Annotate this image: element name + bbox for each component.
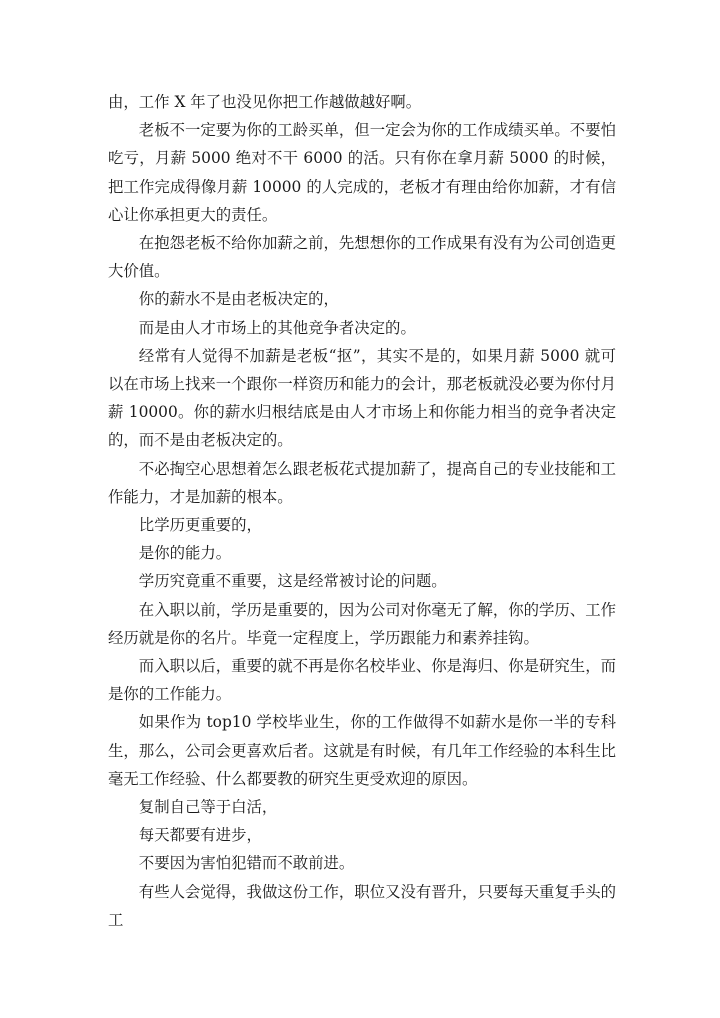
paragraph: 复制自己等于白活， (138, 798, 278, 817)
paragraph: 在入职以前，学历是重要的，因为公司对你毫无了解，你的学历、工作经历就是你的名片。毕竟一定程度上，学历跟能力和素养挂钩。 (108, 600, 616, 647)
paragraph: 老板不一定要为你的工龄买单，但一定会为你的工作成绩买单。不要怕吃亏，月薪 5000 绝对不干 6000 的活。只有你在拿月薪 5000 的时候，把工作完成得像月薪 10000 的人完成的，老板才有理由给你加薪，才有信心让你承担更大的责任。 (108, 121, 616, 224)
paragraph: 是你的能力。 (138, 544, 232, 563)
paragraph: 不要因为害怕犯错而不敢前进。 (138, 854, 355, 873)
paragraph: 在抱怨老板不给你加薪之前，先想想你的工作成果有没有为公司创造更大价值。 (108, 234, 616, 281)
paragraph: 有些人会觉得，我做这份工作，职位又没有晋升，只要每天重复手头的工 (108, 882, 616, 929)
paragraph: 经常有人觉得不加薪是老板“抠”，其实不是的，如果月薪 5000 就可以在市场上找来一个跟你一样资历和能力的会计，那老板就没必要为你付月薪 10000。你的薪水归根结底是由人才市场上和你能力相当的竞争者决定的，而不是由老板决定的。 (108, 346, 616, 450)
paragraph: 而是由人才市场上的其他竞争者决定的。 (138, 318, 416, 337)
paragraph: 如果作为 top10 学校毕业生，你的工作做得不如薪水是你一半的专科生，那么，公司会更喜欢后者。这就是有时候，有几年工作经验的本科生比毫无工作经验、什么都要教的研究生更受欢迎的原因。 (108, 713, 616, 788)
paragraph: 每天都要有进步， (138, 826, 262, 845)
paragraph: 而入职以后，重要的就不再是你名校毕业、你是海归、你是研究生，而是你的工作能力。 (108, 657, 616, 704)
paragraph: 比学历更重要的， (138, 516, 262, 535)
paragraph: 你的薪水不是由老板决定的， (138, 290, 339, 309)
paragraph: 不必掏空心思想着怎么跟老板花式提加薪了，提高自己的专业技能和工作能力，才是加薪的根本。 (108, 459, 616, 506)
paragraph: 学历究竟重不重要，这是经常被讨论的问题。 (138, 572, 447, 591)
paragraph: 由，工作 X 年了也没见你把工作越做越好啊。 (108, 93, 422, 111)
document-body (108, 88, 616, 934)
